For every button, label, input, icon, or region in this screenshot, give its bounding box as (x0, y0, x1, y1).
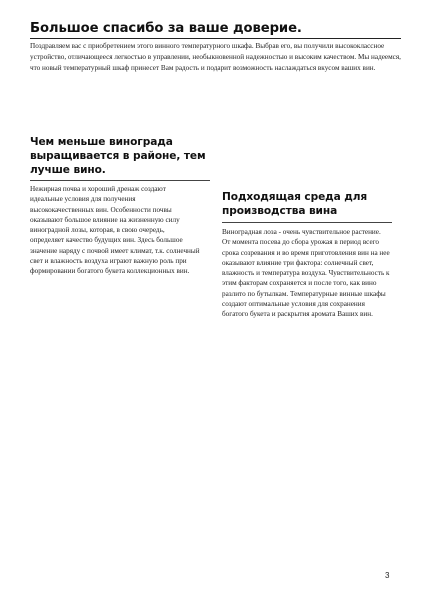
intro-paragraph: Поздравляем вас с приобретением этого винного температурного шкафа. Выбрав его, вы получили высококлассное устройство, отличающееся легкостью в управлении, необыкновенной надежностью и высоким качеством. Мы надеемся, что новый температурный шкаф принесет Вам радость и подарит возможность наслаждаться вкусом ваших вин. (30, 42, 401, 72)
section-title-environment: Подходящая среда для производства вина (222, 191, 368, 217)
section-divider-soil (30, 180, 210, 181)
section-title-soil: Чем меньше винограда выращивается в районе, тем лучше вино. (30, 136, 206, 176)
page-number: 3 (385, 571, 390, 580)
section-text-environment: Виноградная лоза - очень чувствительное растение. От момента посева до сбора урожая в период всего срока созревания и во время приготовления вин на нее оказывают влияние три фактора: солнечный свет, влажность и температура воздуха. Чувствительность к этим факторам сохраняется и после того, как вино разлито по бутылкам. Температурные винные шкафы создают оптимальные условия для сохранения богатого букета и раскрытия аромата Ваших вин. (222, 228, 390, 319)
section-divider-environment (222, 222, 392, 223)
title-divider (30, 38, 401, 39)
section-text-soil: Нежирная почва и хороший дренаж создают идеальные условия для получения высококачественных вин. Особенности почвы оказывают большое влияние на жизненную силу виноградной лозы, которая, в свою очередь, определяет качество будущих вин. Здесь большое значение наряду с почвой имеет климат, т.к. солнечный свет и влажность воздуха играют важную роль при формировании богатого букета коллекционных вин. (30, 185, 200, 276)
page-title: Большое спасибо за ваше доверие. (30, 21, 302, 36)
